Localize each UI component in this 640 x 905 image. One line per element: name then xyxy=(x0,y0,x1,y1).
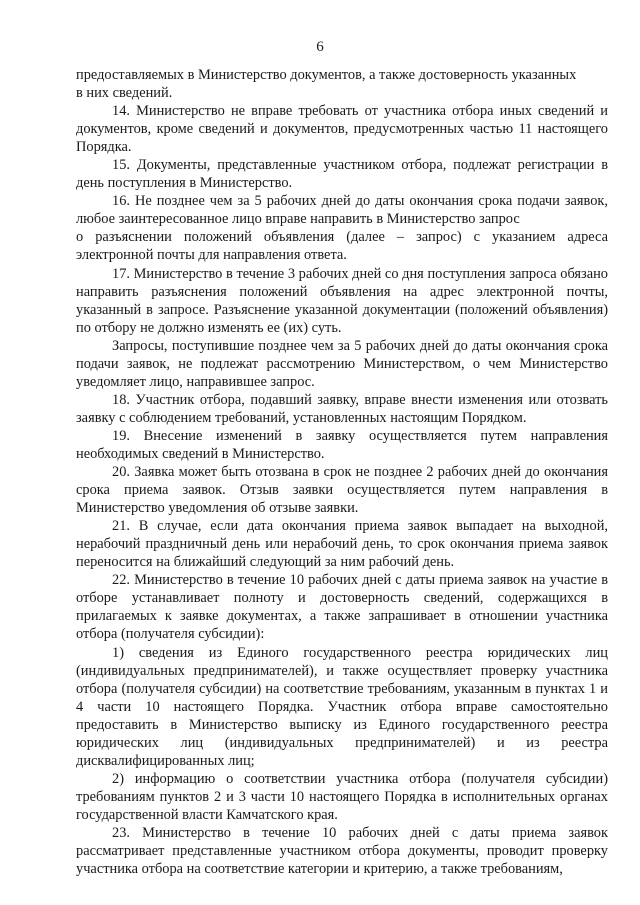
paragraph-17: 17. Министерство в течение 3 рабочих дней со дня поступления запроса обязано направить разъяснения положений объявления на адрес электронной почты, указанный в запросе. Разъяснение указанной документации (положений объявления) по отбору не должно изменять ее (их) суть. xyxy=(76,265,608,336)
paragraph-21: 21. В случае, если дата окончания приема заявок выпадает на выходной, нерабочий праздничный день или нерабочий день, то срок окончания приема заявок переносится на ближайший следующий за ним рабочий день. xyxy=(76,518,608,571)
paragraph-17-requests: Запросы, поступившие позднее чем за 5 рабочих дней до даты окончания срока подачи заявок, не подлежат рассмотрению Министерством, о чем Министерство уведомляет лицо, направившее запрос. xyxy=(76,337,608,390)
paragraph-15: 15. Документы, представленные участником отбора, подлежат регистрации в день поступления в Министерство. xyxy=(76,157,608,192)
paragraph-19: 19. Внесение изменений в заявку осуществляется путем направления необходимых сведений в Министерство. xyxy=(76,427,608,462)
paragraph-20: 20. Заявка может быть отозвана в срок не позднее 2 рабочих дней до окончания срока приема заявок. Отзыв заявки осуществляется путем направления в Министерство уведомления об отзыве заявки. xyxy=(76,464,608,517)
paragraph-22-item-1: 1) сведения из Единого государственного реестра юридических лиц (индивидуальных предпринимателей), и также осуществляет проверку участника отбора (получателя субсидии) на соответствие требованиям, указанным в пунктах 1 и 4 части 10 настоящего Порядка. Участник отбора вправе самостоятельно предоставить в Министерство выписку из Единого государственного реестра юридических лиц (индивидуальных предпринимателей) и из реестра дисквалифицированных лиц; xyxy=(76,644,608,769)
paragraph-16: 16. Не позднее чем за 5 рабочих дней до даты окончания срока подачи заявок, любое заинтересованное лицо вправе направить в Министерство запрос о разъяснении положений объявления (далее – запрос) с указанием адреса электронной почты для направления ответа. xyxy=(76,193,608,264)
page-number: 6 xyxy=(316,39,324,55)
paragraph-14: 14. Министерство не вправе требовать от участника отбора иных сведений и документов, кроме сведений и документов, предусмотренных частью 11 настоящего Порядка. xyxy=(76,103,608,156)
document-body xyxy=(76,66,608,878)
paragraph-22: 22. Министерство в течение 10 рабочих дней с даты приема заявок на участие в отборе устанавливает полноту и достоверность сведений, содержащихся в прилагаемых к заявке документах, а также запрашивает в отношении участника отбора (получателя субсидии): xyxy=(76,572,608,643)
paragraph-23: 23. Министерство в течение 10 рабочих дней с даты приема заявок рассматривает представленные участником отбора документы, проводит проверку участника отбора на соответствие категории и критерию, а также требованиям, xyxy=(76,824,608,878)
paragraph-18: 18. Участник отбора, подавший заявку, вправе внести изменения или отозвать заявку с соблюдением требований, установленных настоящим Порядком. xyxy=(76,391,608,426)
paragraph-22-item-2: 2) информацию о соответствии участника отбора (получателя субсидии) требованиям пунктов 2 и 3 части 10 настоящего Порядка в исполнительных органах государственной власти Камчатского края. xyxy=(76,770,608,823)
paragraph-continuation: предоставляемых в Министерство документов, а также достоверность указанных в них сведений. xyxy=(76,67,577,102)
